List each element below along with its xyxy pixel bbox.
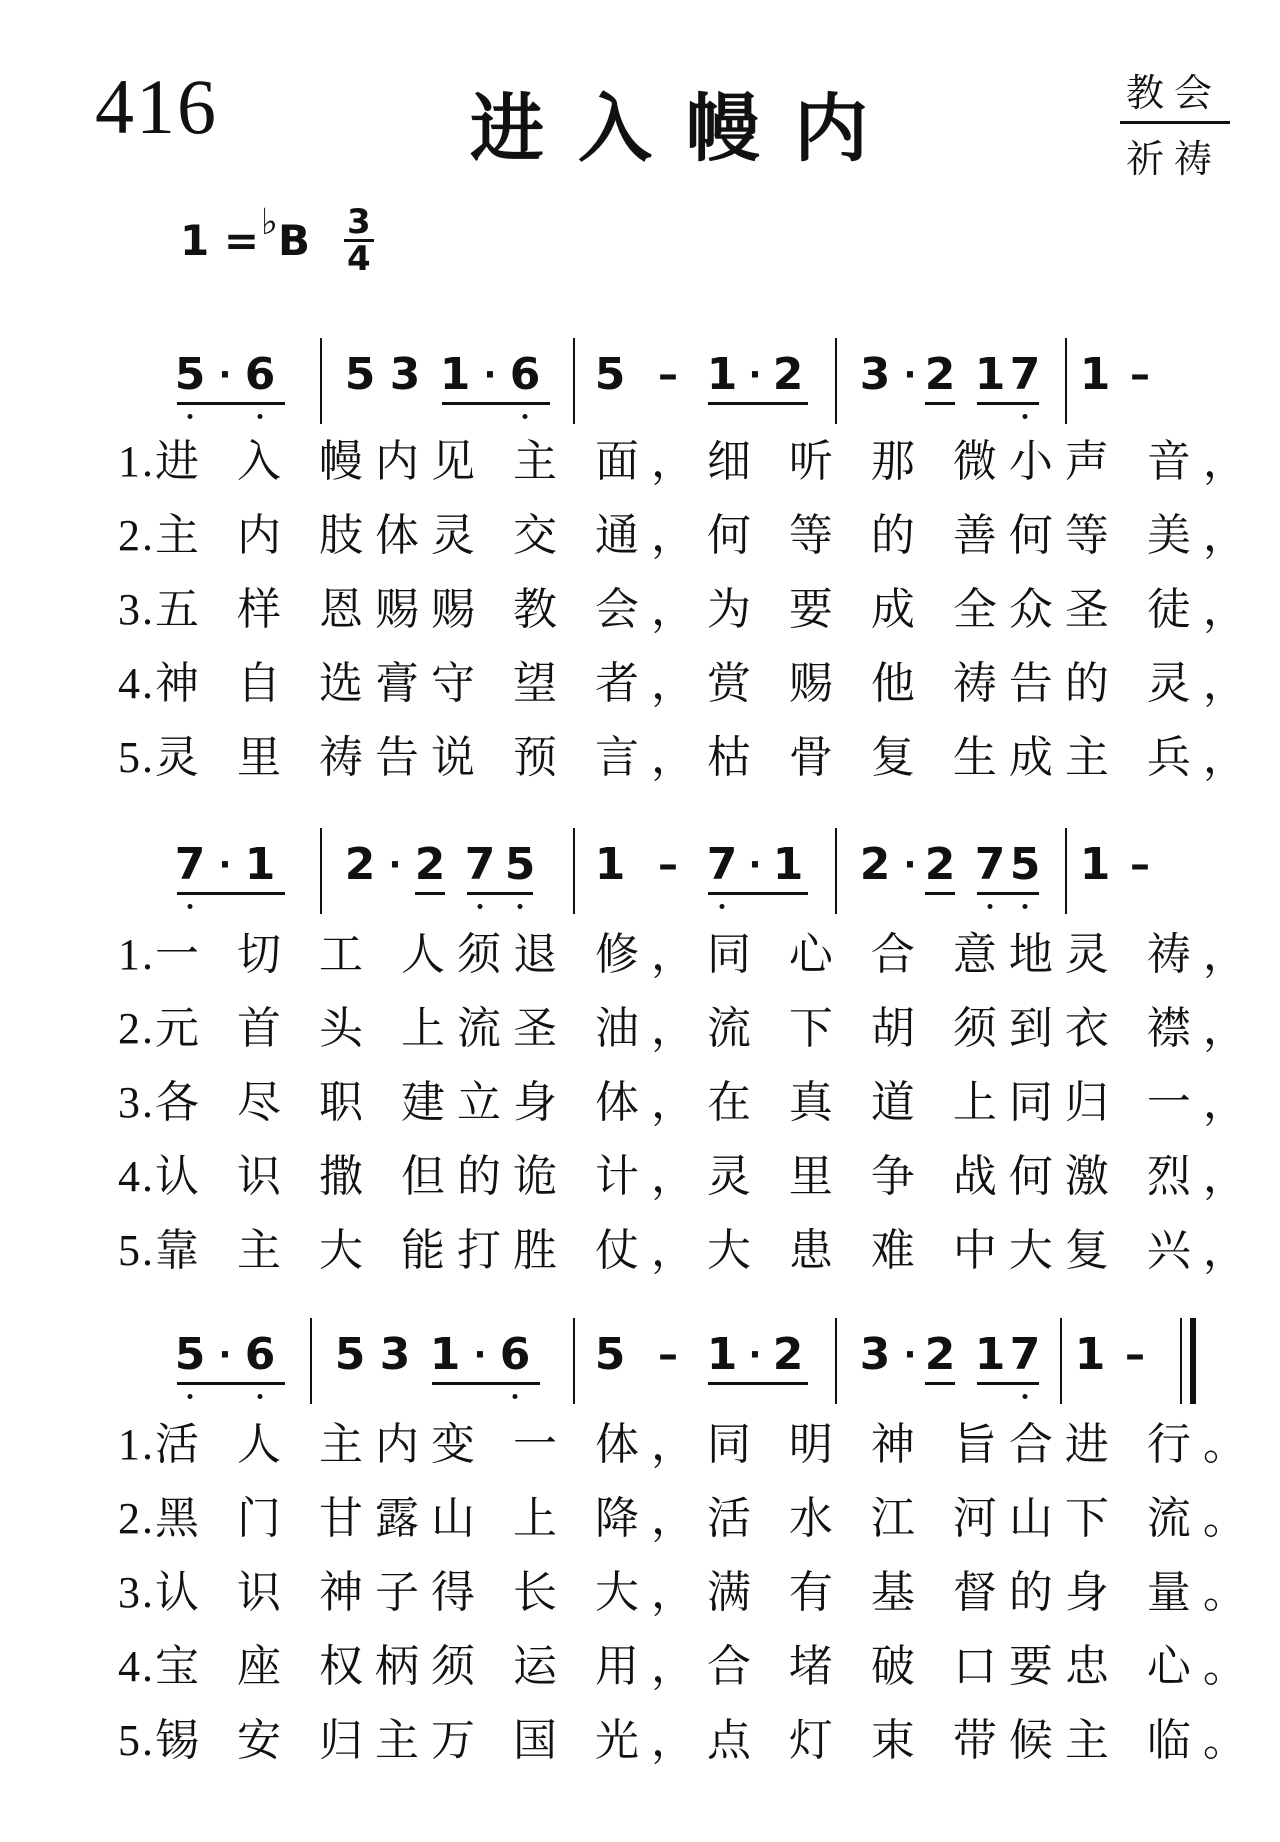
- verse-number: 3.: [118, 1078, 155, 1127]
- dot-mark: ·: [903, 1335, 917, 1375]
- underline: [708, 1382, 808, 1385]
- flat-sign: ♭: [261, 202, 279, 243]
- category-top: 教会: [1120, 62, 1230, 124]
- lyric-line: [118, 1140, 1259, 1214]
- low-dot: [1023, 414, 1028, 419]
- low-dot: [258, 1394, 263, 1399]
- low-dot: [188, 1394, 193, 1399]
- lyrics-block-1: [118, 425, 1259, 795]
- lyric-line: [118, 1704, 1259, 1778]
- note: 7: [706, 839, 738, 890]
- dot-mark: ·: [218, 845, 232, 885]
- note: 7: [1009, 1329, 1041, 1380]
- dot-mark: ·: [748, 845, 762, 885]
- note: 1: [706, 1329, 738, 1380]
- lyric-text: 五 样 恩赐赐 教 会，为 要 成 全众圣 徒，: [155, 584, 1259, 635]
- low-dot: [258, 414, 263, 419]
- time-bottom: 4: [347, 239, 371, 279]
- underline: [925, 402, 955, 405]
- bar-line: [835, 828, 837, 914]
- lyric-line: [118, 1630, 1259, 1704]
- underline: [708, 402, 808, 405]
- underline: [708, 892, 808, 895]
- time-signature: [344, 202, 374, 279]
- bar-line: [573, 338, 575, 424]
- bar-line: [573, 1318, 575, 1404]
- lyric-line: [118, 1214, 1259, 1288]
- lyric-line: [118, 918, 1259, 992]
- low-dot: [1023, 904, 1028, 909]
- note: 5: [344, 349, 376, 400]
- note: 3: [389, 349, 421, 400]
- notation-line-1: [174, 330, 1240, 430]
- lyrics-block-3: [118, 1408, 1259, 1778]
- lyric-text: 认 识 神子得 长 大，满 有 基 督的身 量。: [155, 1567, 1259, 1618]
- category-bottom: 祈祷: [1126, 137, 1223, 181]
- dash-mark: –: [658, 1332, 678, 1378]
- note: 7: [464, 839, 496, 890]
- dash-mark: –: [1130, 842, 1150, 888]
- underline: [977, 402, 1039, 405]
- hymn-category: [1120, 62, 1230, 183]
- low-dot: [513, 1394, 518, 1399]
- bar-line: [835, 338, 837, 424]
- note: 6: [244, 349, 276, 400]
- low-dot: [478, 904, 483, 909]
- underline: [177, 892, 285, 895]
- lyric-line: [118, 721, 1259, 795]
- key-prefix: 1 =: [180, 216, 260, 265]
- bar-line: [1065, 828, 1067, 914]
- note: 2: [859, 839, 891, 890]
- lyric-line: [118, 573, 1259, 647]
- underline: [415, 892, 445, 895]
- verse-number: 1.: [118, 437, 155, 486]
- verse-number: 1.: [118, 930, 155, 979]
- verse-number: 2.: [118, 1494, 155, 1543]
- note: 2: [924, 349, 956, 400]
- note: 7: [174, 839, 206, 890]
- dot-mark: ·: [218, 1335, 232, 1375]
- hymn-title: 进入幔内: [470, 86, 902, 172]
- lyric-text: 元 首 头 上流圣 油，流 下 胡 须到衣 襟，: [155, 1003, 1259, 1054]
- note: 1: [439, 349, 471, 400]
- note: 7: [974, 839, 1006, 890]
- notation-line-2: [174, 820, 1240, 920]
- note: 1: [772, 839, 804, 890]
- note: 6: [499, 1329, 531, 1380]
- verse-number: 4.: [118, 1642, 155, 1691]
- note: 5: [594, 1329, 626, 1380]
- note: 6: [509, 349, 541, 400]
- dot-mark: ·: [903, 845, 917, 885]
- lyric-text: 宝 座 权柄须 运 用，合 堵 破 口要忠 心。: [155, 1641, 1259, 1692]
- notation-line-3: [174, 1310, 1240, 1410]
- lyric-text: 进 入 幔内见 主 面，细 听 那 微小声 音，: [155, 436, 1259, 487]
- note: 5: [174, 349, 206, 400]
- underline: [925, 1382, 955, 1385]
- lyric-line: [118, 1556, 1259, 1630]
- note: 3: [859, 349, 891, 400]
- low-dot: [518, 904, 523, 909]
- low-dot: [188, 904, 193, 909]
- verse-number: 5.: [118, 1226, 155, 1275]
- lyric-line: [118, 425, 1259, 499]
- underline: [977, 892, 1039, 895]
- note: 6: [244, 1329, 276, 1380]
- lyric-text: 活 人 主内变 一 体，同 明 神 旨合进 行。: [155, 1419, 1259, 1470]
- verse-number: 1.: [118, 1420, 155, 1469]
- low-dot: [988, 904, 993, 909]
- lyric-line: [118, 992, 1259, 1066]
- key-signature: [180, 202, 374, 279]
- lyric-text: 各 尽 职 建立身 体，在 真 道 上同归 一，: [155, 1077, 1259, 1128]
- dot-mark: ·: [388, 845, 402, 885]
- verse-number: 2.: [118, 1004, 155, 1053]
- note: 1: [1079, 839, 1111, 890]
- underline: [977, 1382, 1039, 1385]
- bar-line: [1065, 338, 1067, 424]
- note: 2: [772, 1329, 804, 1380]
- note: 2: [344, 839, 376, 890]
- note: 1: [974, 1329, 1006, 1380]
- lyric-text: 灵 里 祷告说 预 言，枯 骨 复 生成主 兵，: [155, 732, 1259, 783]
- bar-line: [320, 338, 322, 424]
- lyric-line: [118, 1408, 1259, 1482]
- bar-line: [835, 1318, 837, 1404]
- lyric-text: 主 内 肢体灵 交 通，何 等 的 善何等 美，: [155, 510, 1259, 561]
- dot-mark: ·: [473, 1335, 487, 1375]
- underline: [177, 402, 285, 405]
- low-dot: [1023, 1394, 1028, 1399]
- note: 1: [1079, 349, 1111, 400]
- low-dot: [523, 414, 528, 419]
- note: 2: [772, 349, 804, 400]
- key-note: B: [278, 216, 311, 265]
- verse-number: 4.: [118, 659, 155, 708]
- note: 2: [924, 839, 956, 890]
- verse-number: 3.: [118, 585, 155, 634]
- bar-line: [1060, 1318, 1062, 1404]
- note: 5: [1009, 839, 1041, 890]
- time-top: 3: [344, 205, 374, 242]
- dash-mark: –: [658, 842, 678, 888]
- bar-line: [573, 828, 575, 914]
- lyric-text: 靠 主 大 能打胜 仗，大 患 难 中大复 兴，: [155, 1225, 1259, 1276]
- verse-number: 5.: [118, 733, 155, 782]
- final-bar-thick: [1190, 1318, 1196, 1404]
- note: 7: [1009, 349, 1041, 400]
- note: 3: [859, 1329, 891, 1380]
- verse-number: 3.: [118, 1568, 155, 1617]
- underline: [177, 1382, 285, 1385]
- note: 1: [594, 839, 626, 890]
- lyric-text: 认 识 撒 但的诡 计，灵 里 争 战何激 烈，: [155, 1151, 1259, 1202]
- verse-number: 5.: [118, 1716, 155, 1765]
- bar-line: [320, 828, 322, 914]
- note: 5: [594, 349, 626, 400]
- note: 5: [334, 1329, 366, 1380]
- lyric-line: [118, 647, 1259, 721]
- lyric-line: [118, 1482, 1259, 1556]
- verse-number: 2.: [118, 511, 155, 560]
- lyric-line: [118, 499, 1259, 573]
- low-dot: [720, 904, 725, 909]
- final-bar-thin: [1180, 1318, 1182, 1404]
- note: 2: [924, 1329, 956, 1380]
- dash-mark: –: [1130, 352, 1150, 398]
- dot-mark: ·: [483, 355, 497, 395]
- note: 1: [429, 1329, 461, 1380]
- dot-mark: ·: [748, 355, 762, 395]
- lyric-line: [118, 1066, 1259, 1140]
- underline: [432, 1382, 540, 1385]
- lyric-text: 一 切 工 人须退 修，同 心 合 意地灵 祷，: [155, 929, 1259, 980]
- verse-number: 4.: [118, 1152, 155, 1201]
- lyric-text: 锡 安 归主万 国 光，点 灯 束 带候主 临。: [155, 1715, 1259, 1766]
- note: 1: [706, 349, 738, 400]
- note: 2: [414, 839, 446, 890]
- dot-mark: ·: [218, 355, 232, 395]
- underline: [442, 402, 550, 405]
- dash-mark: –: [658, 352, 678, 398]
- lyrics-block-2: [118, 918, 1259, 1288]
- underline: [467, 892, 533, 895]
- note: 5: [174, 1329, 206, 1380]
- lyric-text: 黑 门 甘露山 上 降，活 水 江 河山下 流。: [155, 1493, 1259, 1544]
- low-dot: [188, 414, 193, 419]
- lyric-text: 神 自 选膏守 望 者，赏 赐 他 祷告的 灵，: [155, 658, 1259, 709]
- hymn-number: 416: [95, 63, 218, 150]
- note: 1: [1074, 1329, 1106, 1380]
- note: 3: [379, 1329, 411, 1380]
- underline: [925, 892, 955, 895]
- note: 5: [504, 839, 536, 890]
- dot-mark: ·: [903, 355, 917, 395]
- dash-mark: –: [1125, 1332, 1145, 1378]
- dot-mark: ·: [748, 1335, 762, 1375]
- note: 1: [974, 349, 1006, 400]
- note: 1: [244, 839, 276, 890]
- bar-line: [310, 1318, 312, 1404]
